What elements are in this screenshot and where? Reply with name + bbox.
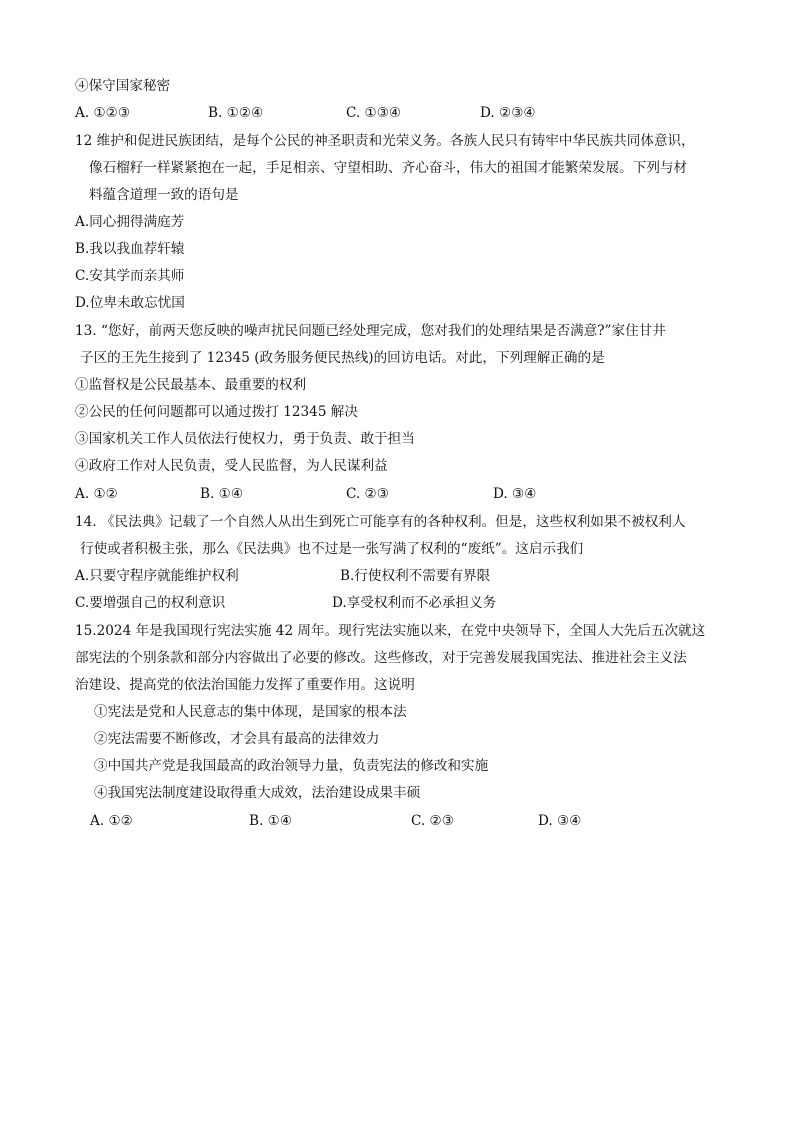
q14-option-c: C.要增强自己的权利意识 <box>75 595 226 611</box>
q13-option-b: B. ①④ <box>200 486 244 502</box>
q14-stem-line-2: 行使或者积极主张，那么《民法典》也不过是一张写满了权利的“废纸”。这启示我们 <box>80 541 584 557</box>
q12-stem-line-2: 像石榴籽一样紧紧抱在一起，手足相亲、守望相助、齐心奋斗，伟大的祖国才能繁荣发展。下列与材 <box>89 160 688 176</box>
q15-option-c: C. ②③ <box>411 813 454 829</box>
q15-option-d: D. ③④ <box>538 813 582 829</box>
q12-stem-line-3: 料蕴含道理一致的语句是 <box>89 187 239 203</box>
q11-option-c: C. ①③④ <box>346 105 402 121</box>
q14-option-b: B.行使权利不需要有界限 <box>340 568 491 584</box>
q14-option-d: D.享受权利而不必承担义务 <box>332 595 497 611</box>
q11-option-d: D. ②③④ <box>480 105 536 121</box>
q13-stem-line-1: 13. “您好，前两天您反映的噪声扰民问题已经处理完成，您对我们的处理结果是否满意?”家住甘井 <box>75 323 666 339</box>
q13-option-d: D. ③④ <box>493 486 537 502</box>
q15-statement-1: ①宪法是党和人民意志的集中体现，是国家的根本法 <box>94 704 407 720</box>
q14-option-a: A.只要守程序就能维护权利 <box>75 568 239 584</box>
q13-statement-3: ③国家机关工作人员依法行使权力，勇于负责、敢于担当 <box>75 431 415 447</box>
q11-option-b: B. ①②④ <box>208 105 264 121</box>
q15-stem-line-2: 部宪法的个别条款和部分内容做出了必要的修改。这些修改，对于完善发展我国宪法、推进社会主义法 <box>75 650 687 666</box>
q12-option-c: C.安其学而亲其师 <box>75 268 185 284</box>
q15-option-a: A. ①② <box>90 813 133 829</box>
q11-option-a: A. ①②③ <box>75 105 131 121</box>
q14-stem-line-1: 14. 《民法典》记载了一个自然人从出生到死亡可能享有的各种权利。但是，这些权利如果不被权利人 <box>75 514 686 530</box>
q13-statement-1: ①监督权是公民最基本、最重要的权利 <box>75 377 307 393</box>
q12-option-a: A.同心拥得满庭芳 <box>75 214 185 230</box>
q12-option-b: B.我以我血荐轩辕 <box>75 241 185 257</box>
q12-option-d: D.位卑未敢忘忧国 <box>75 295 185 311</box>
q12-stem-line-1: 12 维护和促进民族团结，是每个公民的神圣职责和光荣义务。各族人民只有铸牢中华民族共同体意识， <box>75 133 695 149</box>
q13-statement-2: ②公民的任何问题都可以通过拨打 12345 解决 <box>75 404 358 420</box>
q15-statement-4: ④我国宪法制度建设取得重大成效，法治建设成果丰硕 <box>94 785 421 801</box>
statement-4: ④保守国家秘密 <box>75 78 171 94</box>
q15-stem-line-1: 15.2024 年是我国现行宪法实施 42 周年。现行宪法实施以来，在党中央领导下，全国人大先后五次就这 <box>75 623 706 639</box>
q13-option-c: C. ②③ <box>346 486 389 502</box>
q15-stem-line-3: 治建设、提高党的依法治国能力发挥了重要作用。这说明 <box>75 677 415 693</box>
q13-statement-4: ④政府工作对人民负责，受人民监督，为人民谋利益 <box>75 458 388 474</box>
q13-option-a: A. ①② <box>75 486 118 502</box>
q15-statement-3: ③中国共产党是我国最高的政治领导力量，负责宪法的修改和实施 <box>94 758 489 774</box>
q15-option-b: B. ①④ <box>249 813 293 829</box>
q15-statement-2: ②宪法需要不断修改，才会具有最高的法律效力 <box>94 731 380 747</box>
q13-stem-line-2: 子区的王先生接到了 12345 (政务服务便民热线)的回访电话。对此，下列理解正确的是 <box>80 350 605 366</box>
